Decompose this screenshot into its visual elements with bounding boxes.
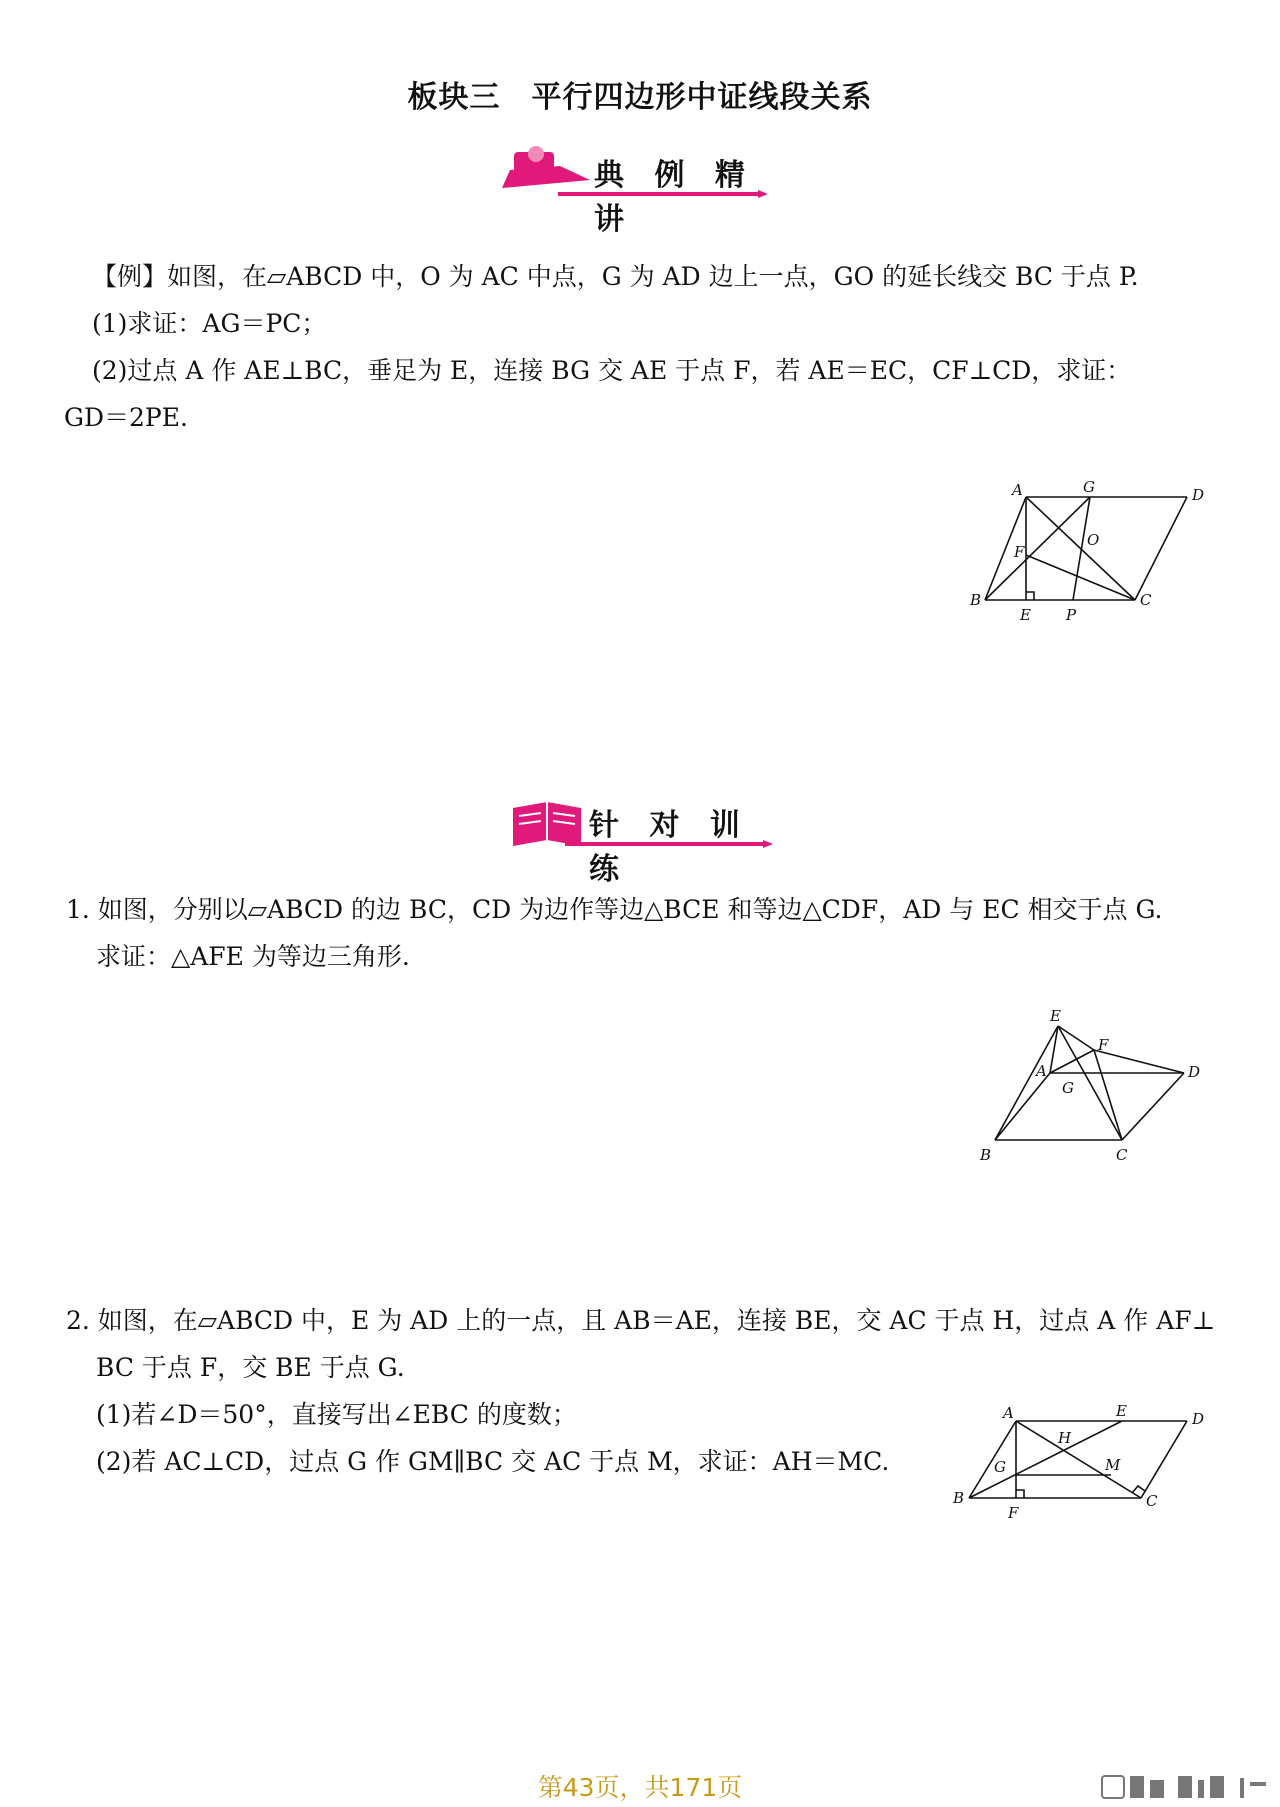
label-C: C <box>1116 1146 1128 1164</box>
example-line-4: GD＝2PE. <box>64 403 188 432</box>
label-B: B <box>970 591 982 609</box>
label-G: G <box>994 1458 1006 1476</box>
label-M: M <box>1105 1456 1121 1474</box>
page-number-footer: 第43页，共171页 <box>537 1773 743 1802</box>
label-D: D <box>1188 1063 1201 1081</box>
label-P: P <box>1066 606 1077 624</box>
label-A: A <box>1036 1062 1047 1080</box>
problem2-line-1: 2. 如图，在▱ABCD 中，E 为 AD 上的一点，且 AB＝AE，连接 BE，交 AC 于点 H，过点 A 作 AF⊥ <box>66 1306 1216 1335</box>
toolbar-icons <box>1100 1772 1275 1802</box>
label-B: B <box>953 1489 965 1507</box>
problem2-line-2: BC 于点 F，交 BE 于点 G. <box>96 1353 405 1382</box>
label-F: F <box>1014 543 1025 561</box>
label-H: H <box>1058 1429 1072 1447</box>
label-E: E <box>1020 606 1031 624</box>
label-F: F <box>1008 1504 1019 1522</box>
section-banner-practice <box>505 790 775 887</box>
banner-label: 典 例 精 讲 <box>594 158 755 237</box>
problem1-line-1: 1. 如图，分别以▱ABCD 的边 BC，CD 为边作等边△BCE 和等边△CDF，AD 与 EC 相交于点 G. <box>66 895 1163 924</box>
example-line-1: 【例】如图，在▱ABCD 中，O 为 AC 中点，G 为 AD 边上一点，GO 的延长线交 BC 于点 P. <box>92 262 1139 291</box>
label-C: C <box>1146 1492 1158 1510</box>
problem1-line-2: 求证：△AFE 为等边三角形. <box>96 942 410 971</box>
label-F: F <box>1098 1036 1109 1054</box>
label-G: G <box>1083 478 1095 496</box>
label-C: C <box>1140 591 1152 609</box>
label-D: D <box>1192 1410 1205 1428</box>
label-A: A <box>1012 481 1023 499</box>
label-D: D <box>1192 486 1205 504</box>
label-A: A <box>1003 1404 1014 1422</box>
label-E: E <box>1116 1402 1127 1420</box>
label-G: G <box>1062 1079 1074 1097</box>
problem1-figure <box>970 1005 1210 1165</box>
banner-label: 针 对 训 练 <box>589 808 750 887</box>
example-figure <box>960 478 1210 628</box>
label-O: O <box>1087 531 1100 549</box>
problem2-line-3: (1)若∠D＝50°，直接写出∠EBC 的度数； <box>96 1400 577 1429</box>
example-line-2: (1)求证：AG＝PC； <box>92 309 327 338</box>
problem2-figure <box>950 1395 1210 1530</box>
label-B: B <box>980 1146 992 1164</box>
section-banner-examples <box>490 140 770 237</box>
problem2-line-4: (2)若 AC⊥CD，过点 G 作 GM∥BC 交 AC 于点 M，求证：AH＝MC. <box>96 1447 890 1476</box>
example-line-3: (2)过点 A 作 AE⊥BC，垂足为 E，连接 BG 交 AE 于点 F，若 AE＝EC，CF⊥CD，求证： <box>92 356 1132 385</box>
label-E: E <box>1050 1007 1061 1025</box>
page-title: 板块三 平行四边形中证线段关系 <box>407 80 873 115</box>
